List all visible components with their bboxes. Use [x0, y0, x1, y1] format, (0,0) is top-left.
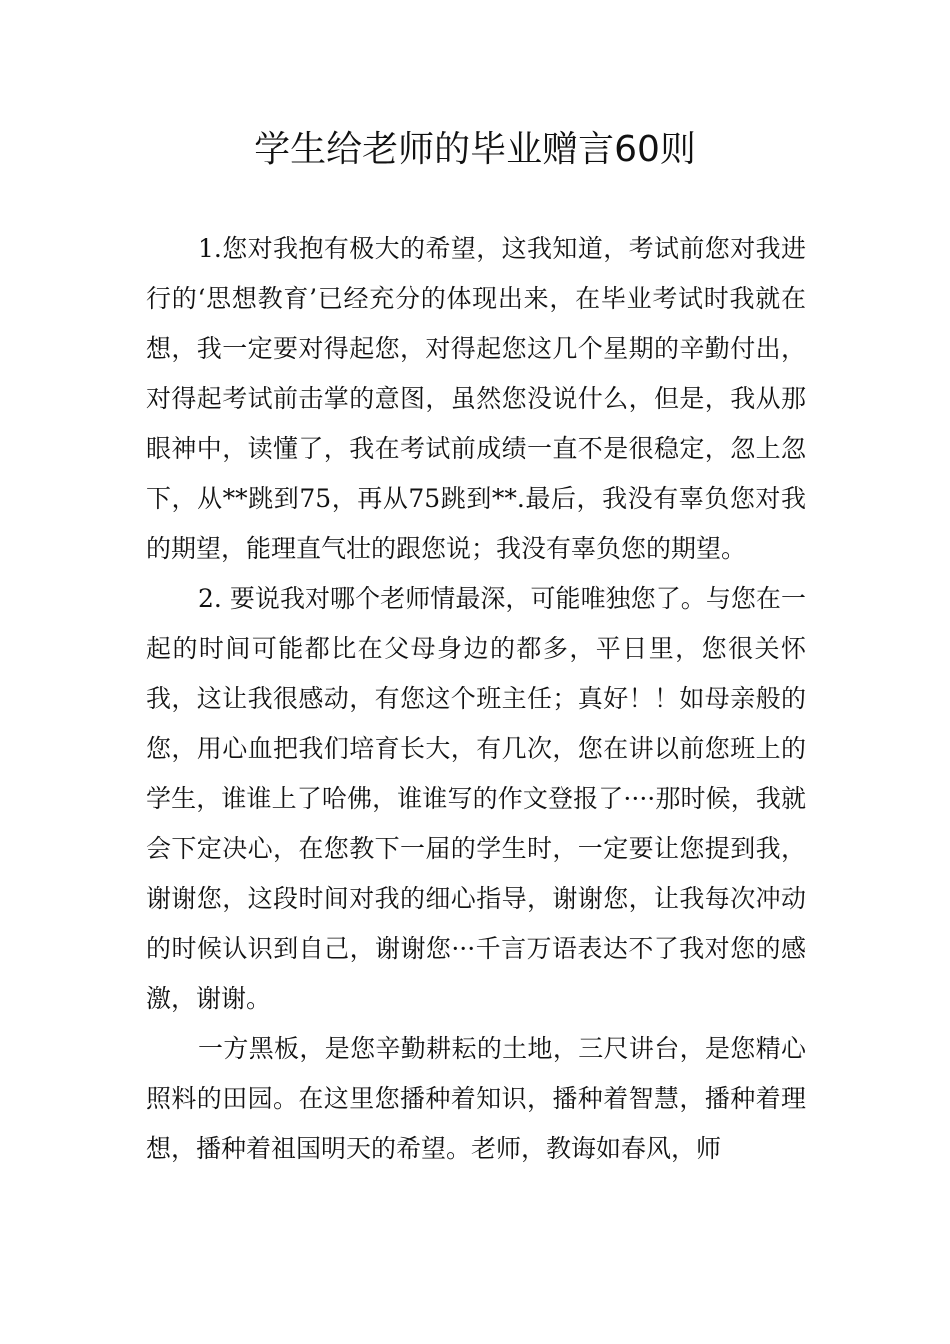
paragraph-1: 1.您对我抱有极大的希望，这我知道，考试前您对我进行的‘思想教育’已经充分的体现出来，在毕业考试时我就在想，我一定要对得起您，对得起您这几个星期的辛勤付出，对得起考试前击掌的意图，虽然您没说什么，但是，我从那眼神中，读懂了，我在考试前成绩一直不是很稳定，忽上忽下，从**跳到75，再从75跳到**.最后，我没有辜负您对我的期望，能理直气壮的跟您说；我没有辜负您的期望。	[146, 234, 806, 563]
document-body	[146, 224, 806, 1174]
paragraph-3: 一方黑板，是您辛勤耕耘的土地，三尺讲台，是您精心照料的田园。在这里您播种着知识，播种着智慧，播种着理想，播种着祖国明天的希望。老师，教诲如春风，师	[146, 1034, 806, 1163]
paragraph-2: 2. 要说我对哪个老师情最深，可能唯独您了。与您在一起的时间可能都比在父母身边的都多，平日里，您很关怀我，这让我很感动，有您这个班主任；真好！！如母亲般的您，用心血把我们培育长大，有几次，您在讲以前您班上的学生，谁谁上了哈佛，谁谁写的作文登报了····那时候，我就会下定决心，在您教下一届的学生时，一定要让您提到我，谢谢您，这段时间对我的细心指导，谢谢您，让我每次冲动的时候认识到自己，谢谢您···千言万语表达不了我对您的感激，谢谢。	[146, 584, 806, 1013]
document-title: 学生给老师的毕业赠言60则	[254, 129, 696, 170]
